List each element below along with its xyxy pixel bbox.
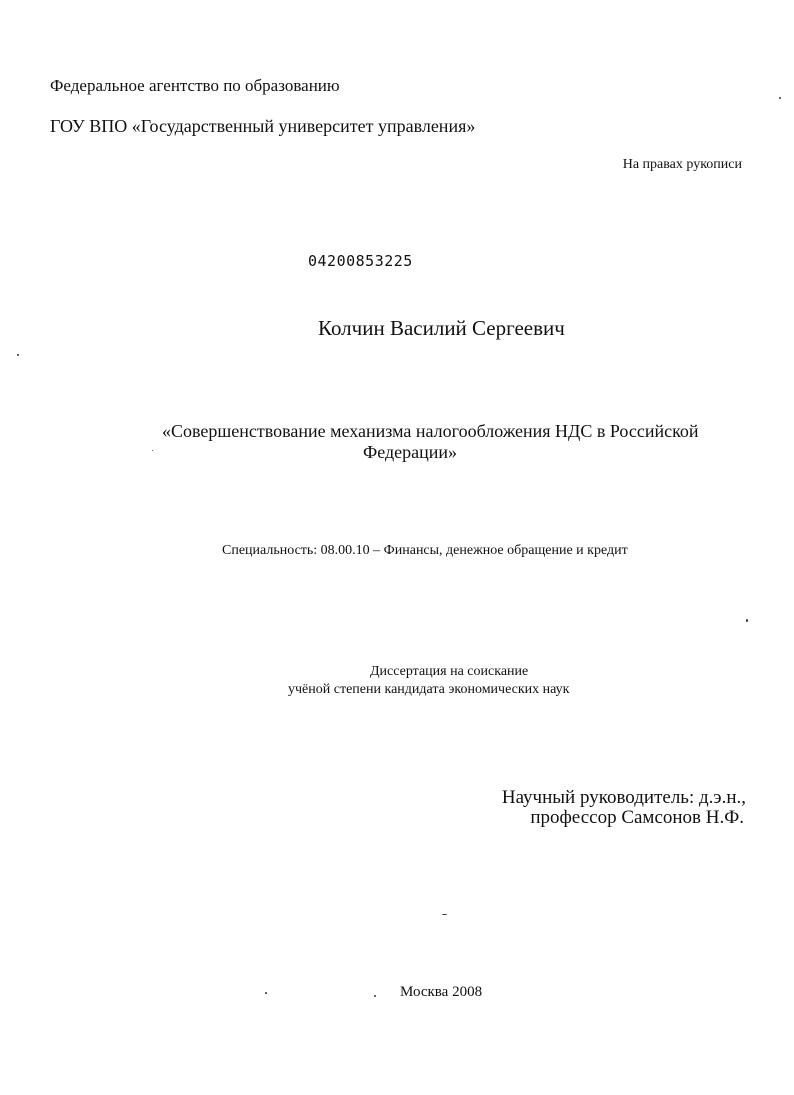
scan-speck	[265, 992, 267, 994]
manuscript-rights-note: На правах рукописи	[622, 157, 742, 172]
author-name: Колчин Василий Сергеевич	[318, 316, 565, 340]
supervisor-line-2: профессор Самсонов Н.Ф.	[530, 807, 744, 828]
scan-speck	[779, 97, 781, 99]
supervisor-line-1: Научный руководитель: д.э.н.,	[501, 787, 746, 808]
scan-speck	[152, 450, 153, 451]
university-name: ГОУ ВПО «Государственный университет управления»	[50, 116, 476, 136]
scan-speck	[374, 995, 376, 997]
dissertation-title-line-2: Федерации»	[363, 442, 458, 462]
city-year: Москва 2008	[400, 984, 483, 1000]
scan-speck	[17, 354, 19, 356]
dissertation-title-line-1: «Совершенствование механизма налогообложения НДС в Российской	[162, 421, 699, 441]
scan-speck	[746, 619, 748, 622]
dissertation-note-line-1: Диссертация на соискание	[370, 664, 529, 679]
dissertation-note-line-2: учёной степени кандидата экономических наук	[288, 682, 570, 697]
specialty: Специальность: 08.00.10 – Финансы, денежное обращение и кредит	[222, 543, 628, 558]
agency-name: Федеральное агентство по образованию	[50, 76, 340, 95]
registry-code: 04200853225	[308, 252, 413, 270]
scan-speck	[442, 914, 447, 915]
